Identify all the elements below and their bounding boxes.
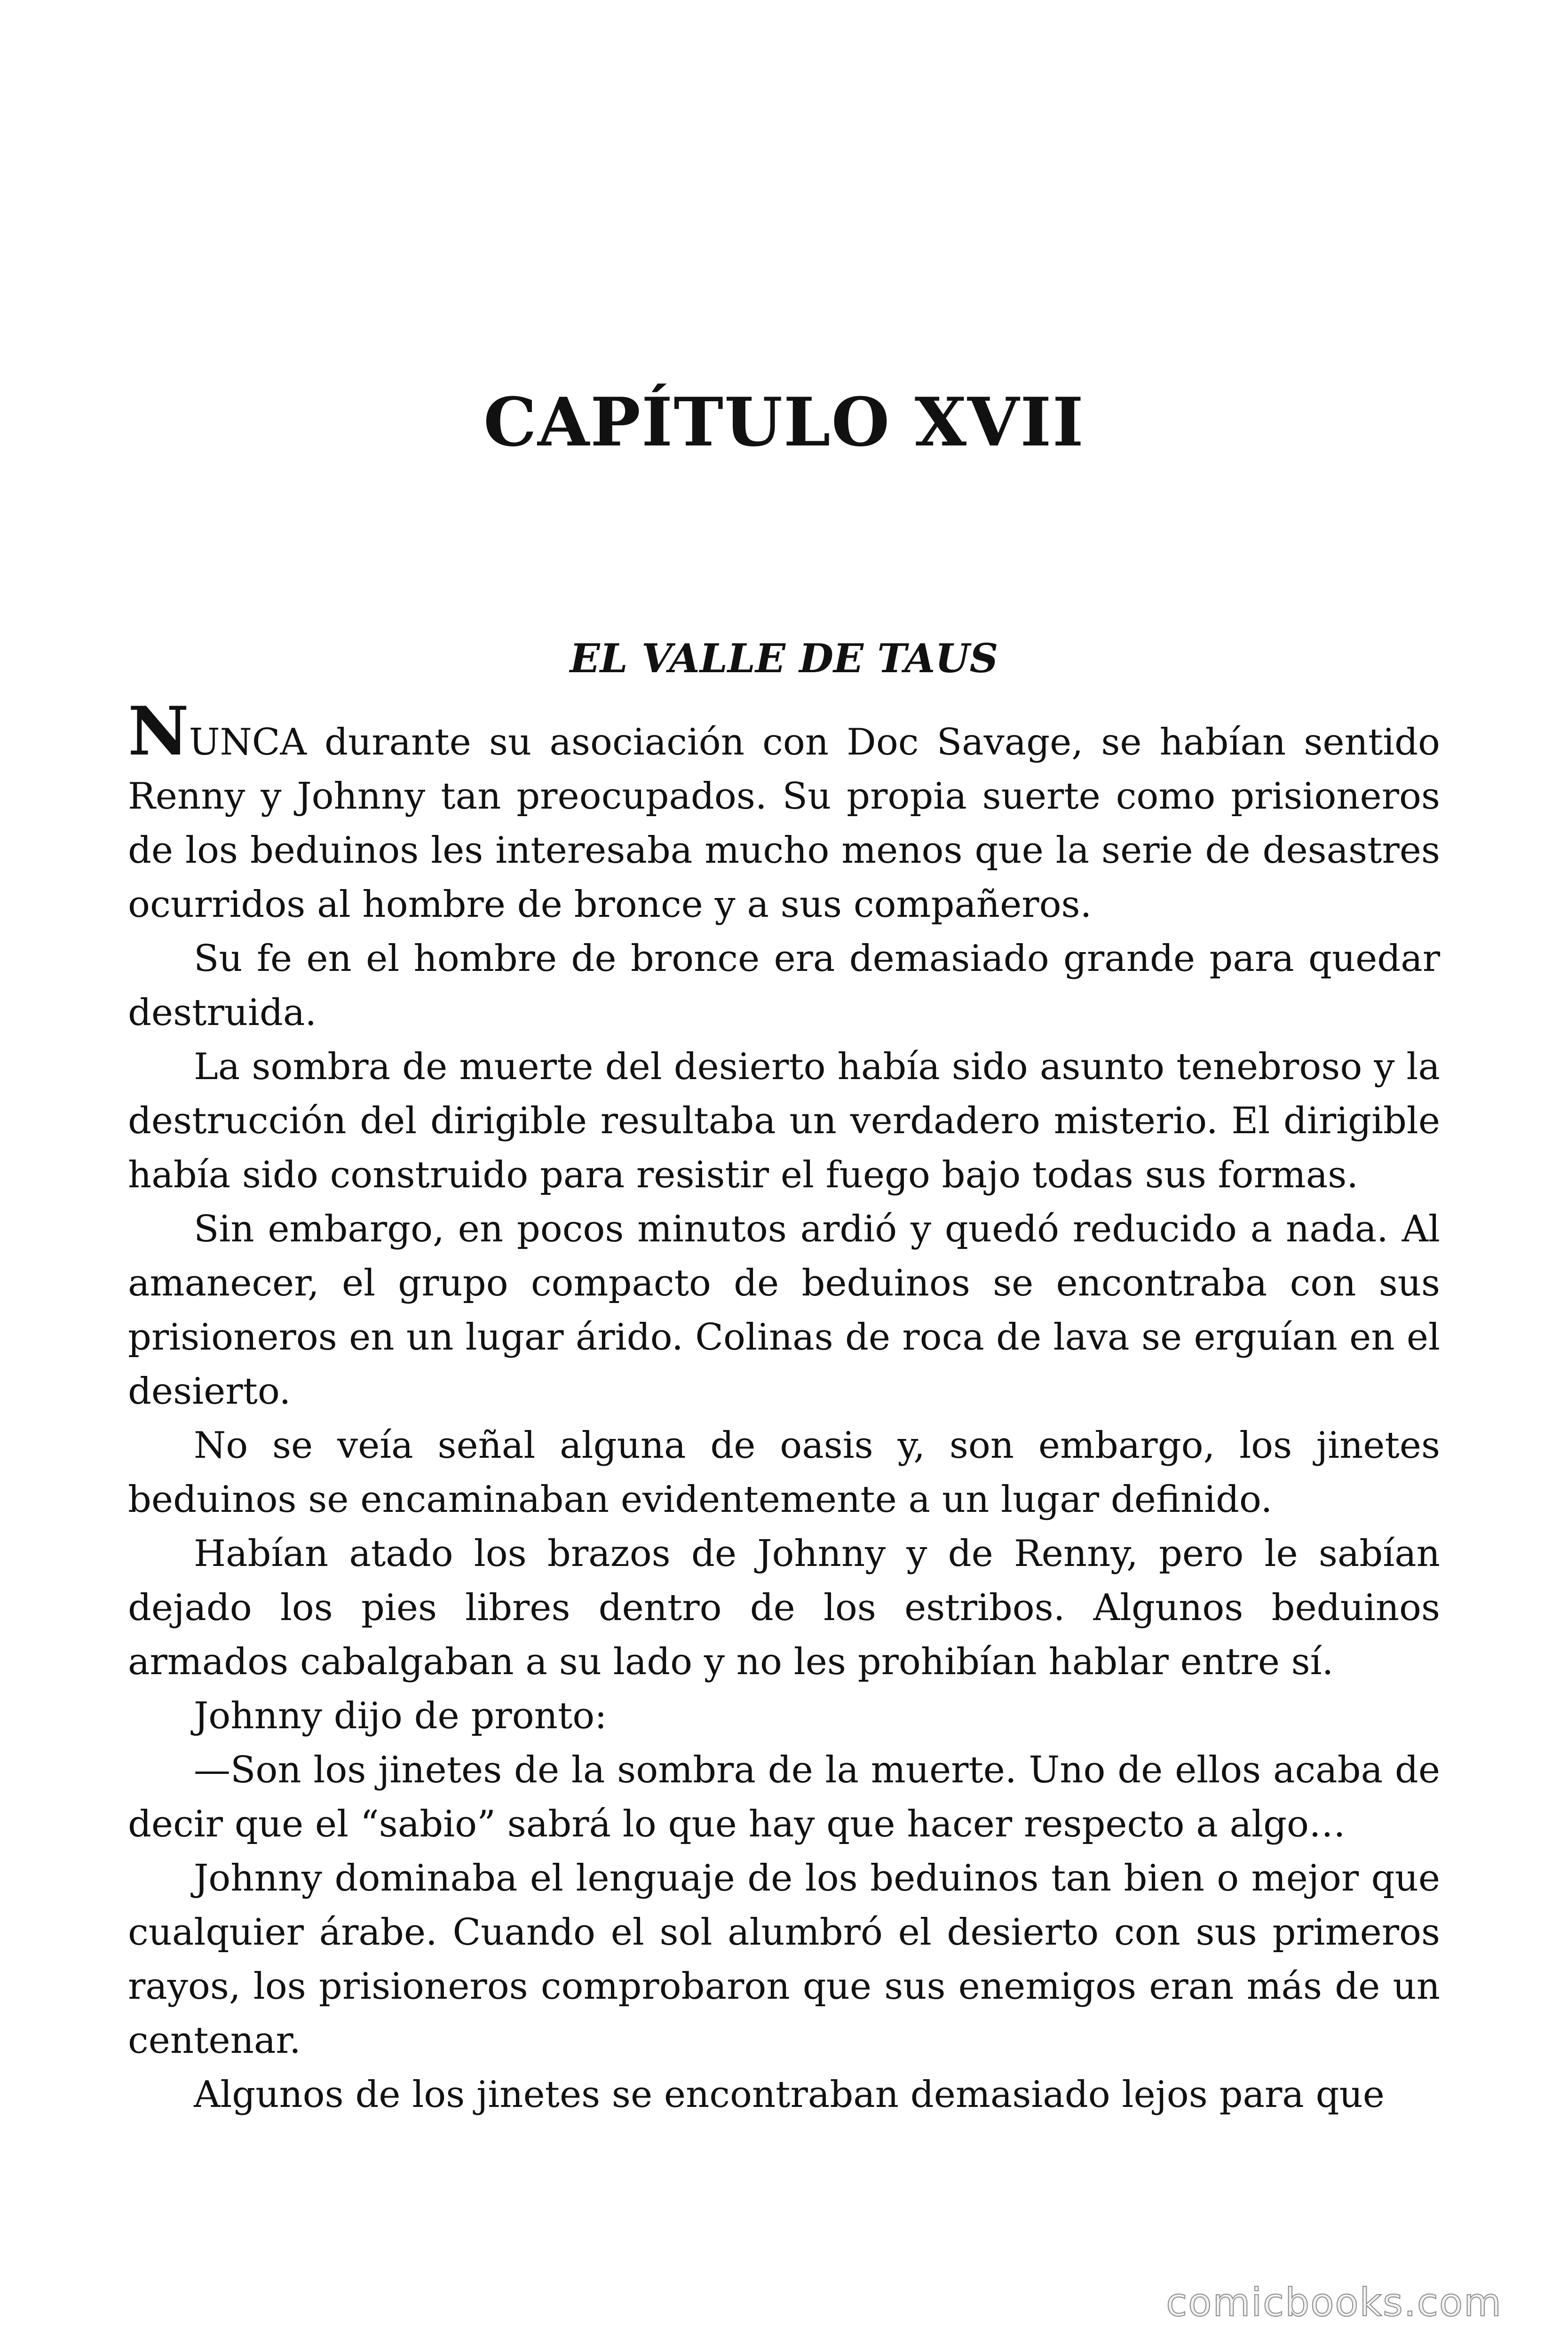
- chapter-title: CAPÍTULO XVII: [483, 383, 1085, 461]
- chapter-subtitle: EL VALLE DE TAUS: [570, 635, 998, 682]
- paragraph-8-dialogue: —Son los jinetes de la sombra de la muerte. Uno de ellos acaba de decir que el “sabio” sabrá lo que hay que hacer respecto a algo…: [128, 1749, 1440, 1845]
- paragraph-2: Su fe en el hombre de bronce era demasiado grande para quedar destruida.: [128, 938, 1440, 1034]
- paragraph-5: No se veía señal alguna de oasis y, son embargo, los jinetes beduinos se encaminaban evidentemente a un lugar definido.: [128, 1424, 1440, 1521]
- paragraph-9: Johnny dominaba el lenguaje de los beduinos tan bien o mejor que cualquier árabe. Cuando el sol alumbró el desierto con sus primeros rayos, los prisioneros comprobaron que sus enemigos eran más de un centenar.: [128, 1857, 1440, 2062]
- drop-cap: N: [128, 692, 189, 771]
- paragraph-1: [128, 692, 1440, 932]
- paragraph-7: Johnny dijo de pronto:: [194, 1695, 607, 1737]
- paragraph-3: La sombra de muerte del desierto había sido asunto tenebroso y la destrucción del dirigible resultaba un verdadero misterio. El dirigible había sido construido para resistir el fuego bajo todas sus formas.: [128, 1046, 1440, 1196]
- paragraph-6: Habían atado los brazos de Johnny y de Renny, pero le sabían dejado los pies libres dentro de los estribos. Algunos beduinos armados cabalgaban a su lado y no les prohibían hablar entre sí.: [128, 1533, 1440, 1683]
- site-watermark: comicbooks.com: [1166, 2280, 1502, 2325]
- paragraph-4: Sin embargo, en pocos minutos ardió y quedó reducido a nada. Al amanecer, el grupo compacto de beduinos se encontraba con sus prisioneros en un lugar árido. Colinas de roca de lava se erguían en el desierto.: [128, 1208, 1440, 1413]
- lead-in-small-caps: UNCA: [189, 721, 307, 763]
- paragraph-10: Algunos de los jinetes se encontraban demasiado lejos para que: [194, 2074, 1385, 2116]
- paragraph-1-text: durante su asociación con Doc Savage, se habían sentido Renny y Johnny tan preocupados. Su propia suerte como prisioneros de los beduinos les interesaba mucho menos que la serie de desastres ocurridos al hombre de bronce y a sus compañeros.: [128, 721, 1440, 926]
- chapter-body: [128, 692, 1440, 2122]
